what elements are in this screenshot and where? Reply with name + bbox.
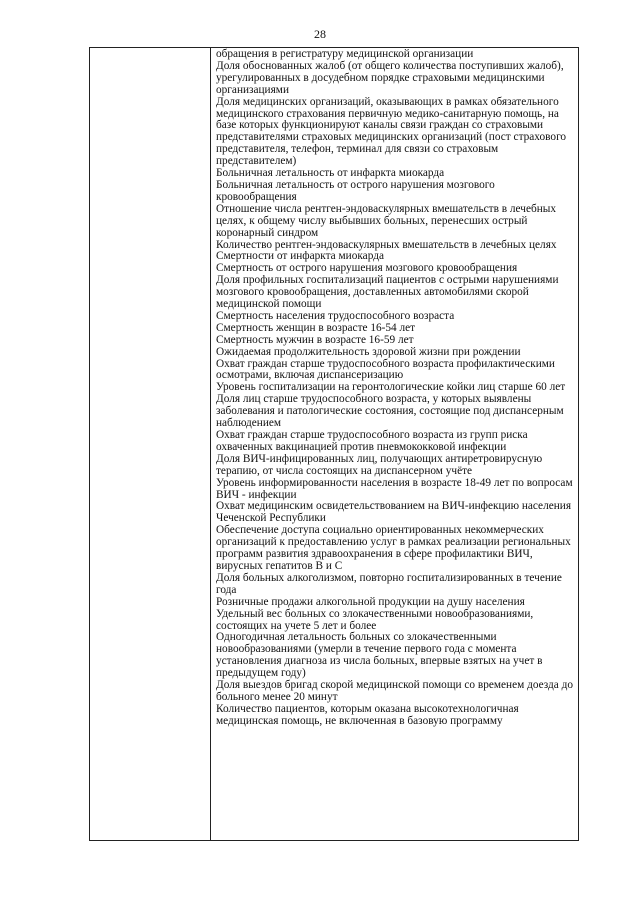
table-row: Доля профильных госпитализаций пациентов с острыми нарушениями мозгового кровообращения, доставленных автомобилями скорой медицинской помощи [216, 274, 559, 311]
table-row: Одногодичная летальность больных со злокачественными новообразованиями (умерли в течение первого года с момента установления диагноза из числа больных, впервые взятых на учет в предыдущем году) [216, 631, 543, 680]
table-row: Больничная летальность от острого нарушения мозгового кровообращения [216, 178, 495, 203]
table-row: Доля медицинских организаций, оказывающих в рамках обязательного медицинского страхования первичную медико-санитарную помощь, на базе которых функционируют каналы связи граждан со страховыми представителями страховых медицинских организаций (пост страхового представителя, телефон, терминал для связи со страховым представителем) [216, 95, 567, 168]
table-left-column [90, 48, 211, 840]
table-row: Обеспечение доступа социально ориентированных некоммерческих организаций к предоставлению услуг в рамках реализации региональных программ развития здравоохранения в сфере профилактики ВИЧ, вирусных гепатитов В и С [216, 524, 571, 572]
table-row: Смертность населения трудоспособного возраста [216, 309, 455, 322]
table-row: Доля больных алкоголизмом, повторно госпитализированных в течение года [216, 571, 562, 596]
table-row: Смертность мужчин в возрасте 16-59 лет [216, 333, 414, 346]
table-row: Розничные продажи алкогольной продукции на душу населения [216, 595, 525, 608]
page-number: 28 [314, 27, 326, 41]
table-row: Смертности от инфаркта миокарда [216, 250, 384, 263]
table-row: Охват граждан старше трудоспособного возраста профилактическими осмотрами, включая диспансеризацию [216, 357, 555, 382]
table-row: Уровень госпитализации на геронтологические койки лиц старше 60 лет [216, 381, 566, 394]
table-row: Ожидаемая продолжительность здоровой жизни при рождении [216, 345, 521, 358]
table-row: Доля обоснованных жалоб (от общего количества поступивших жалоб), урегулированных в досудебном порядке страховыми медицинскими организациями [216, 59, 564, 96]
table-row: Количество пациентов, которым оказана высокотехнологичная медицинская помощь, не включенная в базовую программу [216, 702, 519, 727]
table-row: Удельный вес больных со злокачественными новообразованиями, состоящих на учете 5 лет и более [216, 607, 534, 632]
table-row: Доля выездов бригад скорой медицинской помощи со временем доезда до больного менее 20 минут [216, 679, 573, 703]
indicators-list [211, 49, 578, 840]
table-row: Уровень информированности населения в возрасте 18-49 лет по вопросам ВИЧ - инфекции [216, 476, 573, 501]
table-row: Смертность от острого нарушения мозгового кровообращения [216, 262, 518, 275]
table-row: Больничная летальность от инфаркта миокарда [216, 167, 445, 180]
indicators-table [89, 47, 579, 841]
table-row: Количество рентген-эндоваскулярных вмешательств в лечебных целях [216, 238, 557, 251]
table-row: Доля лиц старше трудоспособного возраста, у которых выявлены заболевания и патологические состояния, состоящие под диспансерным наблюдением [216, 393, 564, 430]
table-row: Охват медицинским освидетельствованием на ВИЧ-инфекцию населения Чеченской Республики [216, 500, 572, 525]
table-row: Смертность женщин в возрасте 16-54 лет [216, 321, 416, 334]
table-row: Охват граждан старше трудоспособного возраста из групп риска охваченных вакцинацией против пневмококковой инфекции [216, 429, 528, 453]
table-row: Доля ВИЧ-инфицированных лиц, получающих антиретровирусную терапию, от числа состоящих на диспансерном учёте [216, 452, 543, 477]
table-row: Отношение числа рентген-эндоваскулярных вмешательств в лечебных целях, к общему числу выбывших больных, перенесших острый коронарный синдром [216, 202, 557, 239]
table-row: обращения в регистратуру медицинской организации [216, 48, 474, 60]
